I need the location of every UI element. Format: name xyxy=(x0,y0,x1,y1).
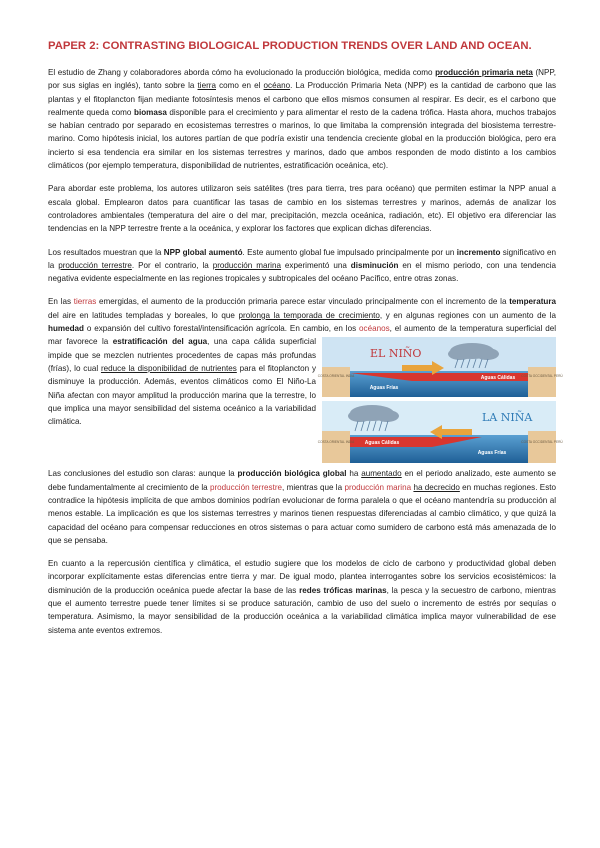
nina-west-coast-label: COSTA ORIENTAL INDIA xyxy=(317,440,355,445)
nina-title: LA NIÑA xyxy=(482,411,533,425)
nino-east-coast xyxy=(528,367,556,397)
nina-cold-label: Aguas Frías xyxy=(477,450,507,457)
nino-cold-label: Aguas Frías xyxy=(369,385,399,392)
page-title: PAPER 2: CONTRASTING BIOLOGICAL PRODUCTION TRENDS OVER LAND AND OCEAN. xyxy=(48,40,532,52)
nina-warm-label: Aguas Cálidas xyxy=(364,440,400,447)
paragraph-intro: El estudio de Zhang y colaboradores aborda cómo ha evolucionado la producción biológica, medida como producción primaria neta (NPP, por sus siglas en inglés), tanto sobre la tierra como en el océano. La Producción Primaria Neta (NPP) es la cantidad de carbono que las plantas y el fitoplancton fijan mediante fotosíntesis menos el carbono que ellos mismos consumen al respirar. Es decir, es el carbono que realmente queda como biomasa disponible para el crecimiento y para alimentar el resto de la cadena trófica. Hasta ahora, muchos trabajos se habían centrado por separado en ecosistemas terrestres o marinos, lo que limitaba la comprensión integrada del biosistema terrestre-marino. Como hipótesis inicial, los autores partían de que podría existir una tendencia creciente global en la producción biológica, pero era incierto si esa tendencia era similar en los sistemas terrestres y marinos, dado que ambos responden de modo distinto a los cambios climáticos (por ejemplo temperatura, disponibilidad de nutrientes, estratificación oceánica, etc). xyxy=(48,68,556,171)
paragraph-methods: Para abordar este problema, los autores utilizaron seis satélites (tres para tierra, tres para océano) que permiten estimar la NPP anual a escala global. Emplearon datos para cuantificar las tasas de cambio en los sistemas terrestres y marinos, además de analizar los controladores ambientales (temperatura del aire o del mar, precipitación, mezcla oceánica, radiación, etc). El objetivo era diferenciar las tendencias en la NPP terrestre frente a la oceánica, y explorar los factores que explican dichas diferencias. xyxy=(48,184,556,234)
nino-west-coast xyxy=(322,367,350,397)
paragraph-implications: En cuanto a la repercusión científica y climática, el estudio sugiere que los modelos de ciclo de carbono y productividad global deben incorporar explícitamente estas diferencias entre tierra y mar. De igual modo, plantea interrogantes sobre los servicios ecosistémicos: la disminución de la producción oceánica puede afectar la base de las redes tróficas marinas, la pesca y la secuestro de carbono, mientras que el aumento terrestre puede tener límites si se produce saturación, cambio de uso del suelo o incremento de estrés por sequías o temperatura. Asimismo, la mayor sensibilidad de la producción oceánica a la variabilidad climática implica mayor vulnerabilidad de ese sistema ante eventos extremos. xyxy=(48,559,556,635)
nino-warm-label: Aguas Cálidas xyxy=(480,375,516,382)
nino-west-coast-label: COSTA ORIENTAL INDIA xyxy=(317,374,355,379)
nino-title: EL NIÑO xyxy=(370,347,422,361)
document-page xyxy=(48,40,563,647)
nino-east-coast-label: COSTA OCCIDENTAL PERÚ xyxy=(521,374,563,379)
nina-east-coast xyxy=(528,431,556,463)
la-nina-panel xyxy=(318,401,564,463)
nina-west-coast xyxy=(322,431,350,463)
nina-east-coast-label: COSTA OCCIDENTAL PERÚ xyxy=(521,440,563,445)
paragraph-conclusions: Las conclusiones del estudio son claras: aunque la producción biológica global ha aumentado en el periodo analizado, este aumento se debe fundamentalmente al crecimiento de la producción terrestre, mientras que la producción marina ha decrecido en muchas regiones. Esto contradice la hipótesis implícita de que ambos dominios podrían evolucionar de forma paralela o que el océano mantendría su producción al menos estable. La implicación es que los sistemas terrestres y marinos tienen respuestas diferenciadas al cambio climático, y que quizá la capacidad del océano para compensar reducciones en otros sistemas o para actuar como sumidero de carbono está más amenazada de lo que se pensaba. xyxy=(48,469,556,545)
paragraph-results: Los resultados muestran que la NPP global aumentó. Este aumento global fue impulsado principalmente por un incremento significativo en la producción terrestre. Por el contrario, la producción marina experimentó una disminución en el mismo periodo, con una tendencia negativa evidente especialmente en las regiones tropicales y subtropicales del océano Pacífico, entre otras zonas. xyxy=(48,247,556,284)
el-nino-la-nina-figure xyxy=(317,337,563,463)
el-nino-panel xyxy=(318,337,564,397)
paragraph-drivers: En las tierras emergidas, el aumento de la producción primaria parece estar vinculado principalmente con el incremento de la temperatura del aire en latitudes templadas y boreales, lo que prolonga la temporada de crecimiento, y en algunas regiones con un aumento de la humedad o expansión del cultivo forestal/intensificación agrícola. En cambio, en los océanos, el aumento de la temperatura superficial del mar favorece la EL NIÑO Aguas Cálidas Aguas Frías COSTA ORIENTAL INDIA COSTA OCCIDENTAL PERÚ LA NIÑA Aguas Cálidas Aguas Frías COSTA ORIENTAL INDIA COSTA OCCIDENTAL PERÚ estratificación del agua, una capa cálida superficial impide que se mezclen nutrientes procedentes de capas más profundas (frías), lo cual reduce la disponibilidad de nutrientes para el fitoplancton y disminuye la producción. Además, eventos climáticos como El Niño-La Niña afectan con mayor amplitud la producción marina que la terrestre, lo que implica una mayor sensibilidad del sistema oceánico a la variabilidad climática. xyxy=(48,295,556,428)
